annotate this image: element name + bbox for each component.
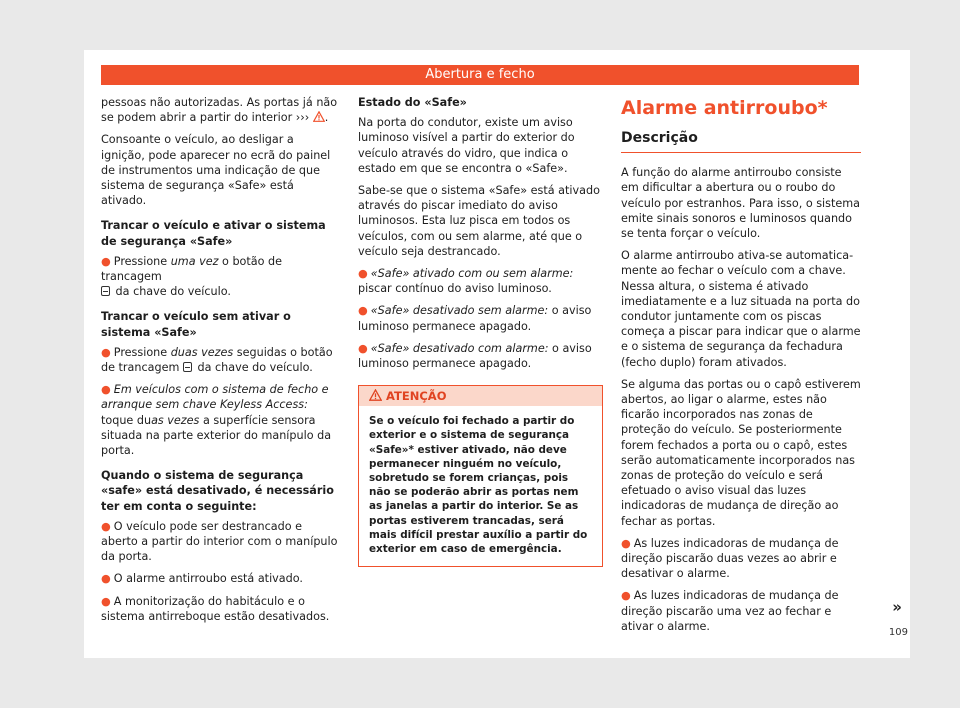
bullet-item: ● «Safe» desativado com alarme: o aviso luminoso permanece apagado. [358,341,592,371]
chapter-title: Abertura e fecho [425,67,535,82]
punctuation: . [324,111,329,125]
paragraph: Sabe-se que o sistema «Safe» está ativado através do piscar imediato do aviso luminosos. Esta luz pisca em todos os veículos, com ou sem alarme, até que o veículo seja destrancado. [358,184,600,258]
bullet-item: ● O veículo pode ser destrancado e aberto a partir do interior com o manípulo da porta. [101,519,338,564]
subheading: Trancar o veículo sem ativar o sistema «Safe» [101,310,291,339]
bullet-dot-icon: ● [101,594,111,608]
subheading: Quando o sistema de segurança «safe» está desativado, é necessário ter em conta o seguinte: [101,469,334,513]
section-title: Alarme antirroubo* [621,97,828,119]
paragraph: A função do alarme antirroubo consiste em dificultar a abertura ou o roubo do veículo por estranhos. Para isso, o sistema emite sinais sonoros e luminosos quando se tenta forçar o veículo. [621,166,861,241]
paragraph: O alarme antirroubo ativa-se automaticamente ao fechar o veículo com a chave. Nessa altura, o sistema é ativado imediatamente e a luz situada na porta do condutor juntamente com os piscas começa a piscar para indicar que o alarme e o sistema de segurança da fechadura (fecho duplo) foram ativados. [621,249,861,369]
paragraph-text: pessoas não autorizadas. As portas já não se podem abrir a partir do interior [101,96,338,125]
paragraph: Se alguma das portas ou o capô estiverem abertos, ao ligar o alarme, estes não ficarão incorporados nas zonas de proteção do veículo. Se posteriormente forem fechados a porta ou o capô, estes serão automaticamente incorporados nas zonas de proteção do veículo e será efetuado o aviso visual das luzes indicadoras de mudança de direção ao fechar as portas. [621,377,861,528]
warning-header [359,386,602,406]
subheading: Trancar o veículo e ativar o sistema de segurança «Safe» [101,219,326,248]
bullet-dot-icon: ● [621,536,631,550]
bullet-dot-icon: ● [101,572,111,586]
bullet-dot-icon: ● [101,254,111,268]
bullet-dot-icon: ● [101,383,111,397]
paragraph: Consoante o veículo, ao desligar a ignição, pode aparecer no ecrã do painel de instrumentos uma indicação de que sistema de segurança «Safe» está ativado. [101,133,331,208]
reference-arrows: ››› [295,111,310,125]
bullet-item: ● Pressione duas vezes seguidas o botão de trancagem da chave do veículo. [101,345,333,375]
bullet-dot-icon: ● [101,519,111,533]
subsection-title: Descrição [621,131,861,153]
warning-triangle-icon [369,389,382,401]
column-1 [101,95,341,631]
bullet-dot-icon: ● [621,589,631,603]
continue-arrow-icon: » [892,598,902,616]
page-number: 109 [888,627,908,638]
bullet-item: ● As luzes indicadoras de mudança de direção piscarão uma vez ao fechar e ativar o alarme. [621,589,839,633]
lock-key-icon [183,362,192,372]
warning-text: Se o veículo foi fechado a partir do exterior e o sistema de segurança «Safe»* estiver ativado, não deve permanecer ninguém no veículo, sobretudo se forem crianças, pois não se poderão abrir as portas nem as janelas a partir do interior. Se as portas estiverem trancadas, será mais difícil prestar auxílio a partir do exterior em caso de emergência. [369,415,588,556]
bullet-item: ● A monitorização do habitáculo e o sistema antirreboque estão desativados. [101,594,330,623]
lock-key-icon [101,286,110,296]
chapter-header [101,65,859,85]
warning-label: ATENÇÃO [386,389,447,404]
subheading: Estado do «Safe» [358,96,467,109]
bullet-item: ● As luzes indicadoras de mudança de direção piscarão duas vezes ao abrir e desativar o alarme. [621,536,839,581]
warning-box [358,385,603,567]
bullet-item: ● «Safe» ativado com ou sem alarme: piscar contínuo do aviso luminoso. [358,267,574,296]
bullet-item: ● O alarme antirroubo está ativado. [101,572,303,586]
bullet-item: ● «Safe» desativado sem alarme: o aviso luminoso permanece apagado. [358,304,592,333]
column-3 [621,95,861,641]
paragraph: Na porta do condutor, existe um aviso luminoso visível a partir do exterior do veículo através do vidro, que indica o estado em que se encontra o «Safe». [358,116,575,175]
warning-triangle-icon [313,111,325,122]
column-2 [358,95,603,567]
bullet-dot-icon: ● [101,345,111,359]
bullet-dot-icon: ● [358,267,368,281]
bullet-dot-icon: ● [358,341,368,355]
bullet-item: ● Em veículos com o sistema de fecho e arranque sem chave Keyless Access: toque duas vezes a superfície sensora situada na parte exterior do manípulo da porta. [101,383,332,458]
bullet-dot-icon: ● [358,304,368,318]
bullet-item: ● Pressione uma vez o botão de trancagem da chave do veículo. [101,254,283,299]
paragraph [101,95,341,125]
